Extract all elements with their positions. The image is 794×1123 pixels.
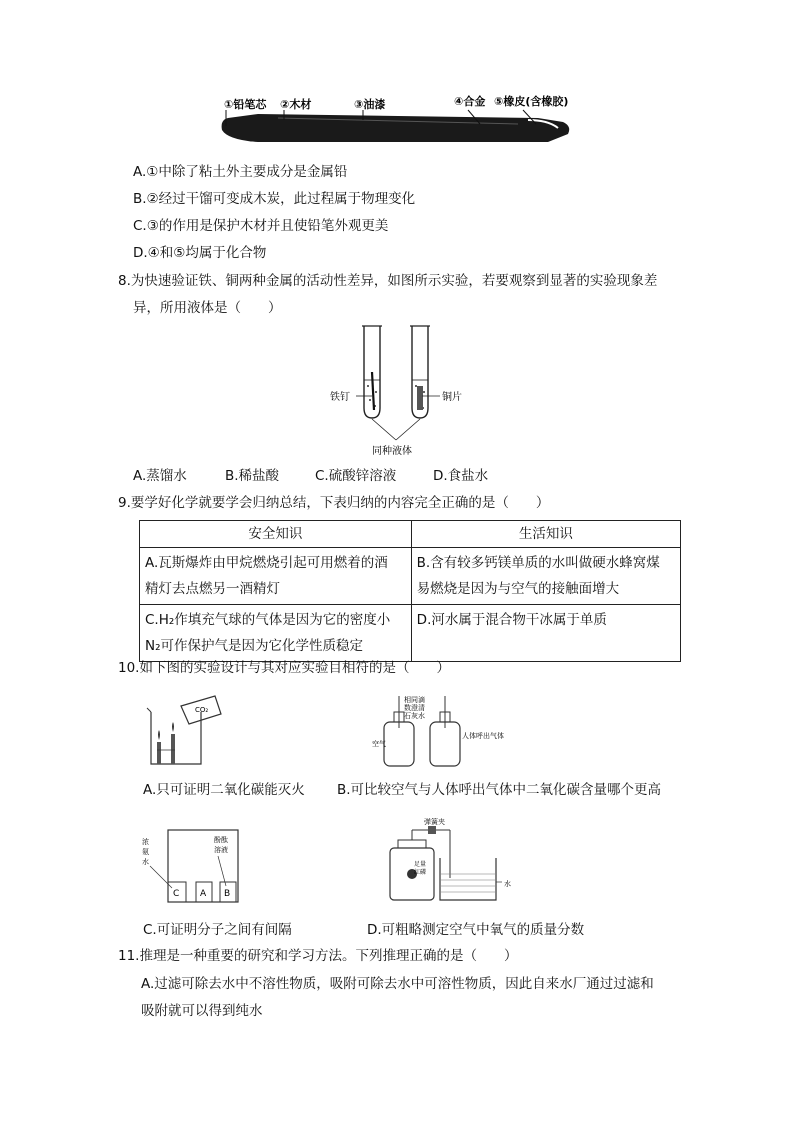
lime-water-label-3: 石灰水: [404, 712, 425, 720]
cup-b: B: [224, 889, 231, 899]
table-header-safety: 安全知识: [140, 521, 412, 548]
q10-option-b: B.可比较空气与人体呼出气体中二氧化碳含量哪个更高: [337, 782, 662, 798]
q8-stem-line2: 异，所用液体是（ ）: [133, 300, 282, 316]
cell-a-line1: A.瓦斯爆炸由甲烷燃烧引起可用燃着的酒: [145, 555, 388, 571]
table-cell-b: [411, 548, 680, 605]
phenol-label-2: 溶液: [214, 846, 228, 854]
cell-d-line1: D.河水属于混合物干冰属于单质: [416, 612, 607, 628]
air-label: 空气: [372, 740, 386, 748]
knowledge-table: [139, 520, 681, 662]
figure-d-phosphorus: [384, 818, 514, 904]
cell-b-line2: 易燃烧是因为与空气的接触面增大: [416, 581, 620, 597]
q7-option-a: A.①中除了粘土外主要成分是金属铅: [133, 164, 348, 180]
q8-stem-line1: 8.为快速验证铁、铜两种金属的活动性差异，如图所示实验，若要观察到显著的实验现象差: [118, 273, 658, 289]
table-cell-a: [140, 548, 412, 605]
figure-c-diffusion: [140, 826, 250, 908]
cup-a: A: [200, 889, 207, 899]
phosphorus-label-2: 红磷: [414, 869, 427, 876]
figure-b-bottles: [368, 694, 504, 774]
ammonia-label-3: 水: [142, 858, 149, 866]
pencil-label-5: ⑤橡皮(含橡胶): [494, 95, 569, 108]
pencil-label-2: ②木材: [280, 98, 312, 111]
q9-stem: 9.要学好化学就要学会归纳总结，下表归纳的内容完全正确的是（ ）: [118, 495, 550, 511]
q8-option-c: C.硫酸锌溶液: [315, 468, 397, 484]
phosphorus-label: 足量: [414, 861, 427, 868]
q7-option-b: B.②经过干馏可变成木炭，此过程属于物理变化: [133, 191, 416, 207]
cell-b-line1: B.含有较多钙镁单质的水叫做硬水蜂窝煤: [416, 555, 660, 571]
table-cell-c: [140, 605, 412, 662]
iron-nail-label: 铁钉: [330, 392, 350, 403]
cell-a-line2: 精灯去点燃另一酒精灯: [145, 581, 280, 597]
phenol-label: 酚酞: [214, 836, 228, 844]
lime-water-label: 相同滴: [404, 696, 425, 704]
liquid-label: 同种液体: [372, 446, 412, 457]
q7-option-d: D.④和⑤均属于化合物: [133, 245, 267, 261]
cell-c-line2: N₂可作保护气是因为它化学性质稳定: [145, 638, 364, 654]
pencil-figure: [218, 90, 578, 150]
table-cell-d: [411, 605, 680, 662]
q8-option-b: B.稀盐酸: [225, 468, 280, 484]
lime-water-label-2: 数澄清: [404, 704, 425, 712]
co2-label: CO₂: [195, 706, 209, 714]
breath-label: 人体呼出气体: [462, 732, 504, 740]
q10-option-c: C.可证明分子之间有间隔: [143, 922, 292, 938]
q10-stem: 10.如下图的实验设计与其对应实验目相符的是（ ）: [118, 660, 450, 676]
pencil-label-1: ①铅笔芯: [224, 98, 267, 111]
pencil-label-3: ③油漆: [354, 98, 386, 111]
test-tube-figure: [326, 322, 476, 460]
ammonia-label-2: 氨: [142, 848, 149, 856]
q8-option-d: D.食盐水: [433, 468, 489, 484]
water-label: 水: [504, 880, 511, 888]
q10-option-a: A.只可证明二氧化碳能灭火: [143, 782, 305, 798]
pencil-label-4: ④合金: [454, 95, 486, 108]
q10-option-d: D.可粗略测定空气中氧气的质量分数: [367, 922, 585, 938]
figure-a-co2: [145, 694, 225, 768]
q11-stem: 11.推理是一种重要的研究和学习方法。下列推理正确的是（ ）: [118, 948, 518, 964]
q8-option-a: A.蒸馏水: [133, 468, 187, 484]
q7-option-c: C.③的作用是保护木材并且使铅笔外观更美: [133, 218, 389, 234]
cup-c: C: [173, 889, 180, 899]
copper-label: 铜片: [442, 392, 462, 403]
clamp-label: 弹簧夹: [424, 818, 445, 826]
q11-option-a-line1: A.过滤可除去水中不溶性物质，吸附可除去水中可溶性物质，因此自来水厂通过过滤和: [141, 976, 654, 992]
cell-c-line1: C.H₂作填充气球的气体是因为它的密度小: [145, 612, 391, 628]
table-header-life: 生活知识: [411, 521, 680, 548]
q11-option-a-line2: 吸附就可以得到纯水: [141, 1003, 263, 1019]
ammonia-label: 浓: [142, 838, 149, 846]
